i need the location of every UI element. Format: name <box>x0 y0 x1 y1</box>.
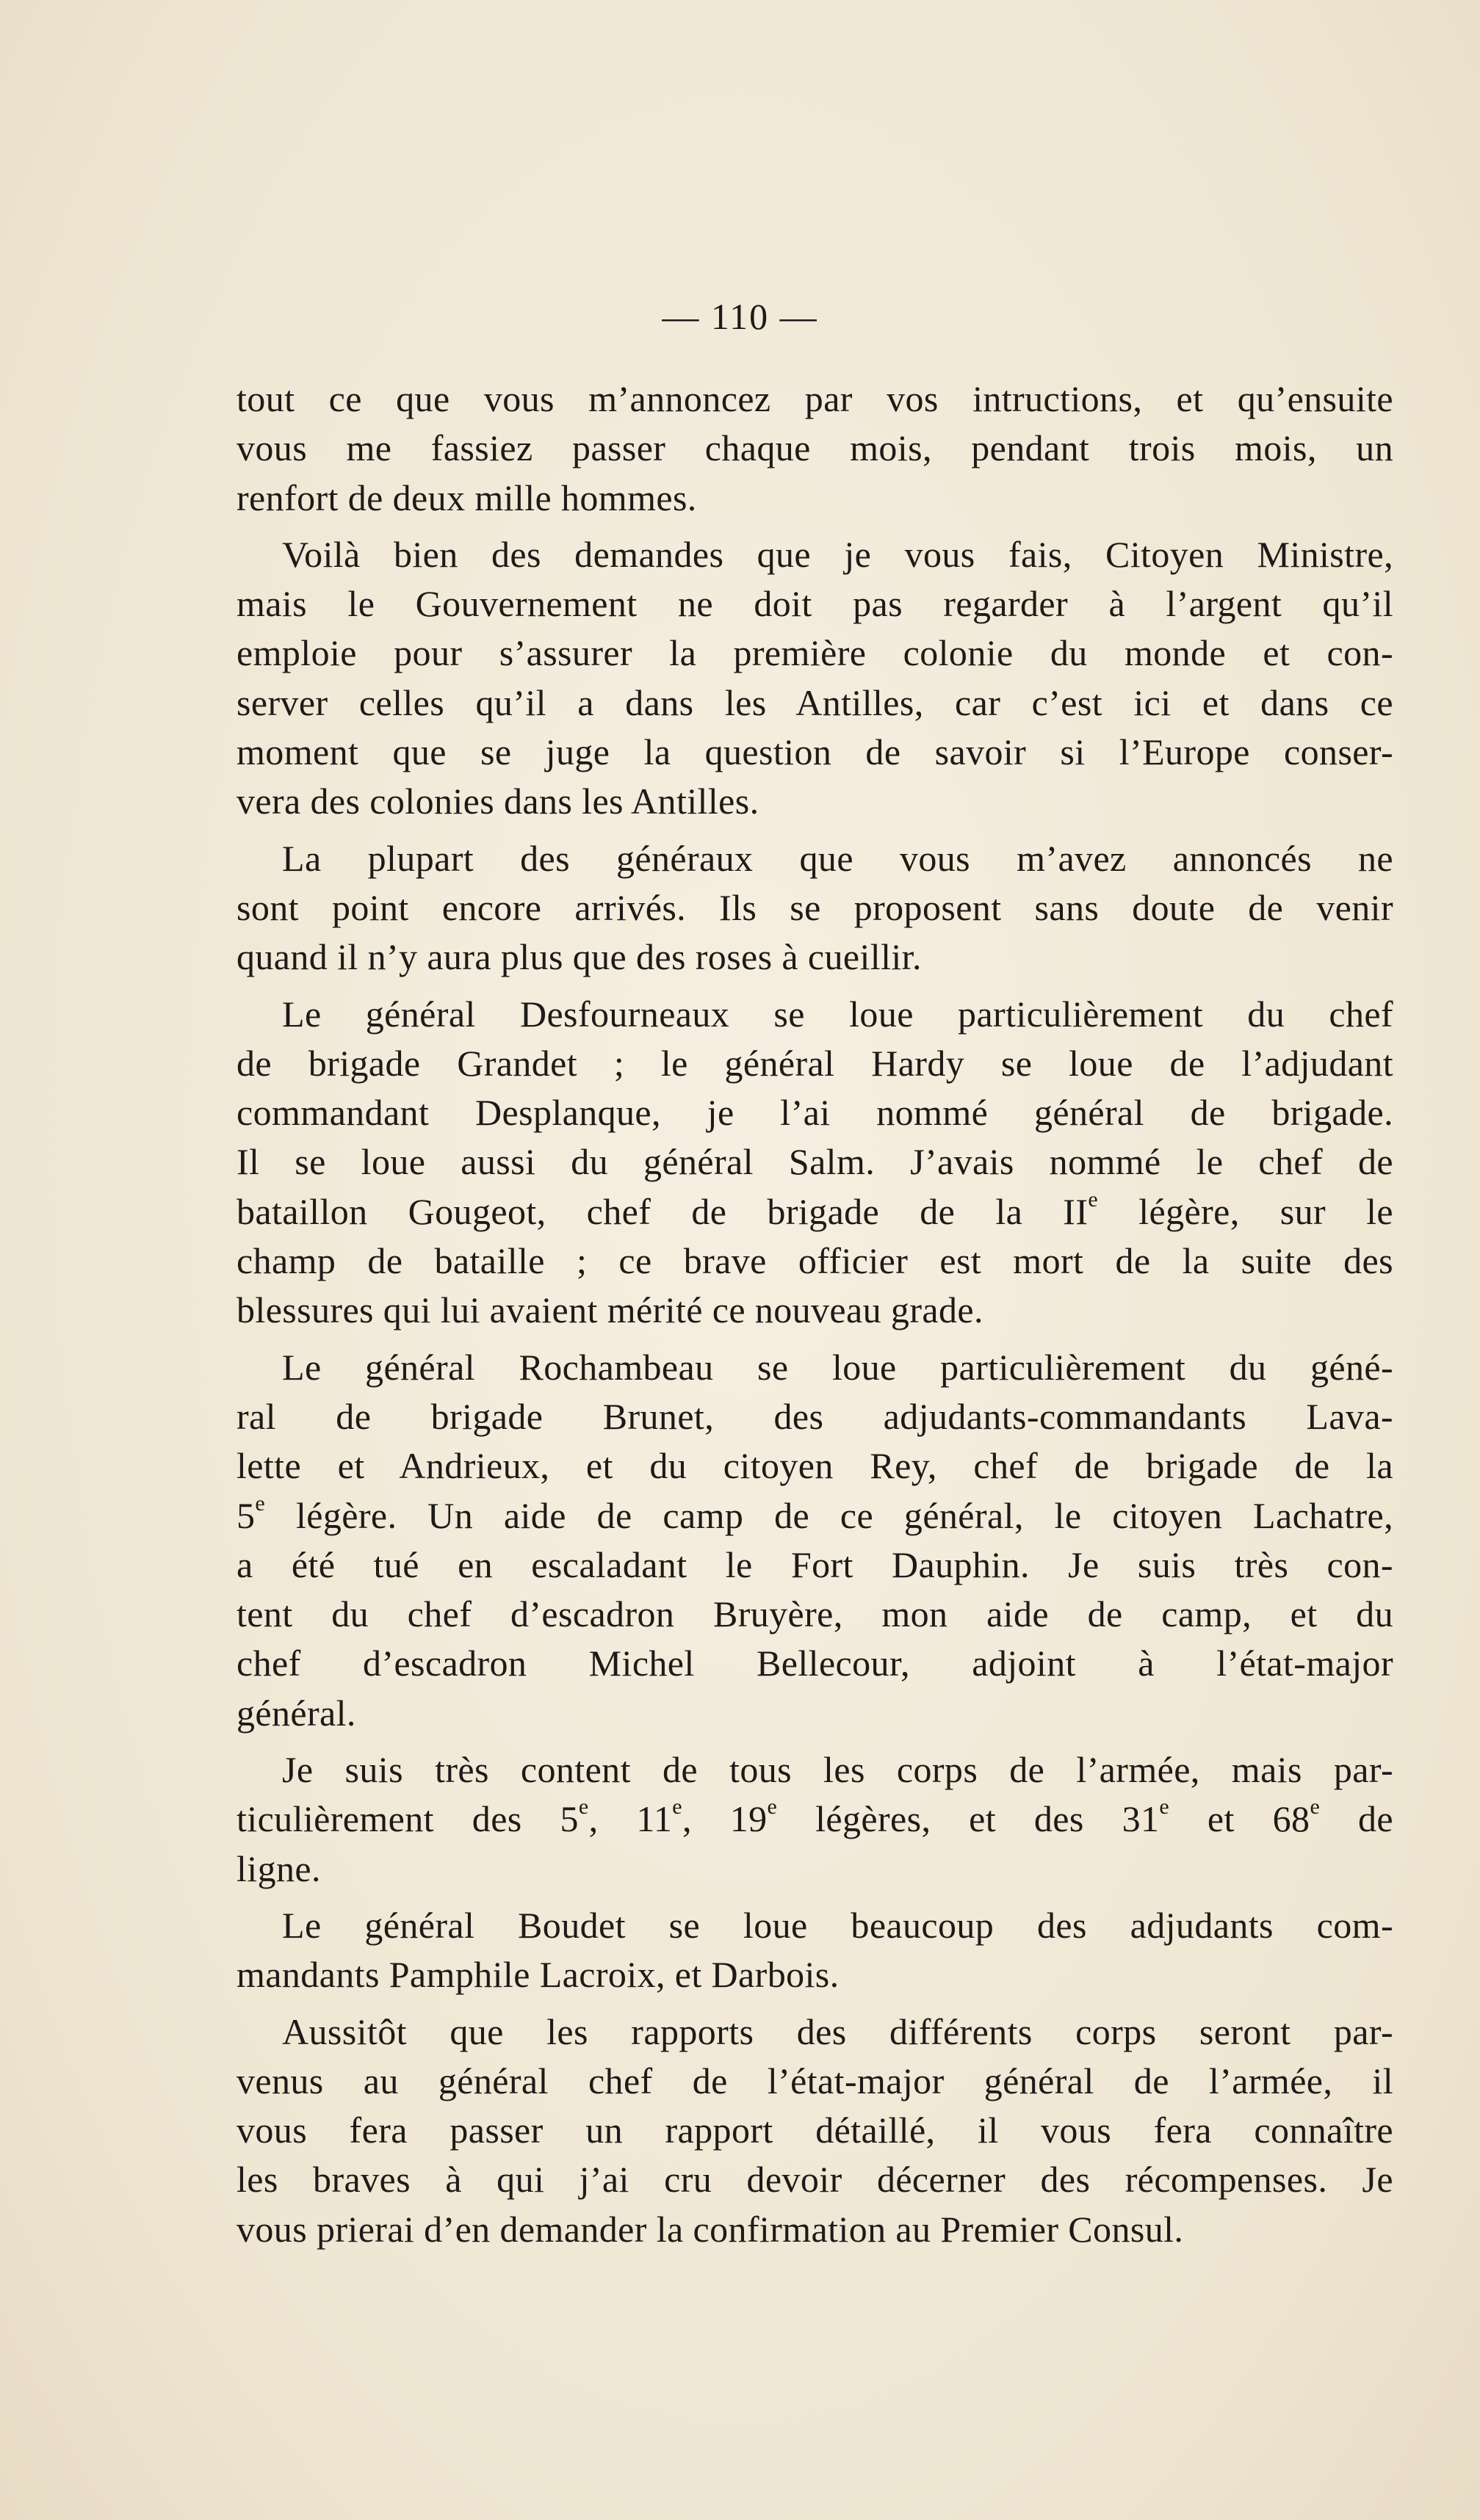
text-line <box>237 1950 1393 1999</box>
text-segment: lette et Andrieux, et du citoyen Rey, chef de brigade de la <box>237 1445 1393 1487</box>
paragraph <box>237 2007 1393 2254</box>
text-segment: champ de bataille ; ce brave officier est mort de la suite des <box>237 1240 1393 1282</box>
text-segment: Il se loue aussi du général Salm. J’avais nommé le chef de <box>237 1141 1393 1183</box>
text-segment: ticulièrement des 5 <box>237 1798 579 1840</box>
text-line <box>237 1088 1393 1137</box>
superscript: e <box>1159 1795 1170 1820</box>
text-line <box>237 728 1393 777</box>
text-segment: Le général Desfourneaux se loue particulièrement du chef <box>282 993 1393 1035</box>
text-line <box>237 990 1393 1039</box>
text-segment: , 19 <box>682 1798 768 1840</box>
text-segment: vous fera passer un rapport détaillé, il vous fera connaître <box>237 2110 1393 2151</box>
text-segment: mais le Gouvernement ne doit pas regarder à l’argent qu’il <box>237 583 1393 625</box>
text-line <box>237 2155 1393 2204</box>
paragraph <box>237 834 1393 982</box>
superscript: e <box>1310 1795 1321 1820</box>
text-line <box>237 1137 1393 1187</box>
text-line <box>237 1491 1393 1540</box>
text-line <box>237 1540 1393 1590</box>
text-line <box>237 1392 1393 1441</box>
text-segment: les braves à qui j’ai cru devoir décerner des récompenses. Je <box>237 2159 1393 2201</box>
text-line <box>237 678 1393 728</box>
text-segment: vous prierai d’en demander la confirmation au Premier Consul. <box>237 2208 1184 2250</box>
text-segment: moment que se juge la question de savoir si l’Europe conser- <box>237 731 1393 773</box>
text-line <box>237 1745 1393 1795</box>
text-line <box>237 1187 1393 1237</box>
text-line <box>237 1039 1393 1088</box>
text-segment: de <box>1320 1798 1393 1840</box>
text-segment: chef d’escadron Michel Bellecour, adjoint à l’état-major <box>237 1643 1393 1684</box>
text-segment: général. <box>237 1692 356 1734</box>
text-segment: légères, et des 31 <box>777 1798 1160 1840</box>
text-segment: , 11 <box>588 1798 673 1840</box>
text-segment: Voilà bien des demandes que je vous fais, Citoyen Ministre, <box>282 533 1393 575</box>
paragraph <box>237 1901 1393 2000</box>
text-segment: 5 <box>237 1494 256 1536</box>
body-text <box>237 374 1393 2262</box>
text-segment: légère. Un aide de camp de ce général, le citoyen Lachatre, <box>265 1494 1393 1536</box>
text-line <box>237 629 1393 678</box>
text-segment: renfort de deux mille hommes. <box>237 477 697 518</box>
text-line <box>237 1639 1393 1688</box>
superscript: e <box>672 1795 682 1820</box>
text-segment: a été tué en escaladant le Fort Dauphin. Je suis très con- <box>237 1543 1393 1585</box>
text-line <box>237 1590 1393 1639</box>
text-segment: La plupart des généraux que vous m’avez annoncés ne <box>282 837 1393 879</box>
paragraph <box>237 1343 1393 1738</box>
page-number: — 110 — <box>662 296 818 337</box>
paragraph <box>237 374 1393 523</box>
text-line <box>237 777 1393 826</box>
text-segment: quand il n’y aura plus que des roses à cueillir. <box>237 936 922 978</box>
superscript: e <box>767 1795 778 1820</box>
text-line <box>237 579 1393 629</box>
text-line <box>237 530 1393 579</box>
text-line <box>237 2057 1393 2106</box>
text-segment: mandants Pamphile Lacroix, et Darbois. <box>237 1954 840 1996</box>
text-line <box>237 424 1393 473</box>
text-line <box>237 1343 1393 1392</box>
text-line <box>237 1689 1393 1738</box>
text-segment: sont point encore arrivés. Ils se proposent sans doute de venir <box>237 886 1393 928</box>
text-line <box>237 374 1393 424</box>
text-segment: commandant Desplanque, je l’ai nommé général de brigade. <box>237 1092 1393 1134</box>
text-segment: ral de brigade Brunet, des adjudants-commandants Lava- <box>237 1395 1393 1437</box>
paragraph <box>237 530 1393 827</box>
superscript: e <box>578 1795 589 1820</box>
text-line <box>237 1286 1393 1335</box>
text-line <box>237 834 1393 883</box>
paragraph <box>237 990 1393 1336</box>
text-line <box>237 1901 1393 1950</box>
text-segment: vous me fassiez passer chaque mois, pendant trois mois, un <box>237 427 1393 469</box>
text-line <box>237 1441 1393 1491</box>
text-segment: légère, sur le <box>1098 1190 1394 1232</box>
text-segment: ligne. <box>237 1847 321 1889</box>
text-line <box>237 933 1393 982</box>
text-segment: tent du chef d’escadron Bruyère, mon aide de camp, et du <box>237 1593 1393 1635</box>
superscript: e <box>255 1491 266 1516</box>
text-segment: Le général Rochambeau se loue particulièrement du géné- <box>282 1346 1393 1388</box>
text-line <box>237 474 1393 523</box>
text-segment: Je suis très content de tous les corps de l’armée, mais par- <box>282 1749 1393 1791</box>
text-line <box>237 2106 1393 2155</box>
text-line <box>237 1795 1393 1844</box>
superscript: e <box>1088 1187 1099 1212</box>
text-segment: tout ce que vous m’annoncez par vos intructions, et qu’ensuite <box>237 378 1393 419</box>
paragraph <box>237 1745 1393 1894</box>
text-line <box>237 883 1393 933</box>
text-segment: vera des colonies dans les Antilles. <box>237 781 759 822</box>
text-segment: emploie pour s’assurer la première colonie du monde et con- <box>237 632 1393 674</box>
text-line <box>237 1844 1393 1894</box>
text-segment: bataillon Gougeot, chef de brigade de la II <box>237 1190 1089 1232</box>
text-line <box>237 2007 1393 2057</box>
text-segment: Aussitôt que les rapports des différents corps seront par- <box>282 2010 1393 2052</box>
text-line <box>237 1237 1393 1286</box>
text-segment: server celles qu’il a dans les Antilles, car c’est ici et dans ce <box>237 681 1393 723</box>
text-segment: venus au général chef de l’état-major général de l’armée, il <box>237 2060 1393 2101</box>
text-segment: et 68 <box>1169 1798 1310 1840</box>
text-line <box>237 2205 1393 2254</box>
text-segment: blessures qui lui avaient mérité ce nouveau grade. <box>237 1289 983 1331</box>
text-segment: de brigade Grandet ; le général Hardy se loue de l’adjudant <box>237 1042 1393 1084</box>
text-segment: Le général Boudet se loue beaucoup des adjudants com- <box>282 1904 1393 1946</box>
